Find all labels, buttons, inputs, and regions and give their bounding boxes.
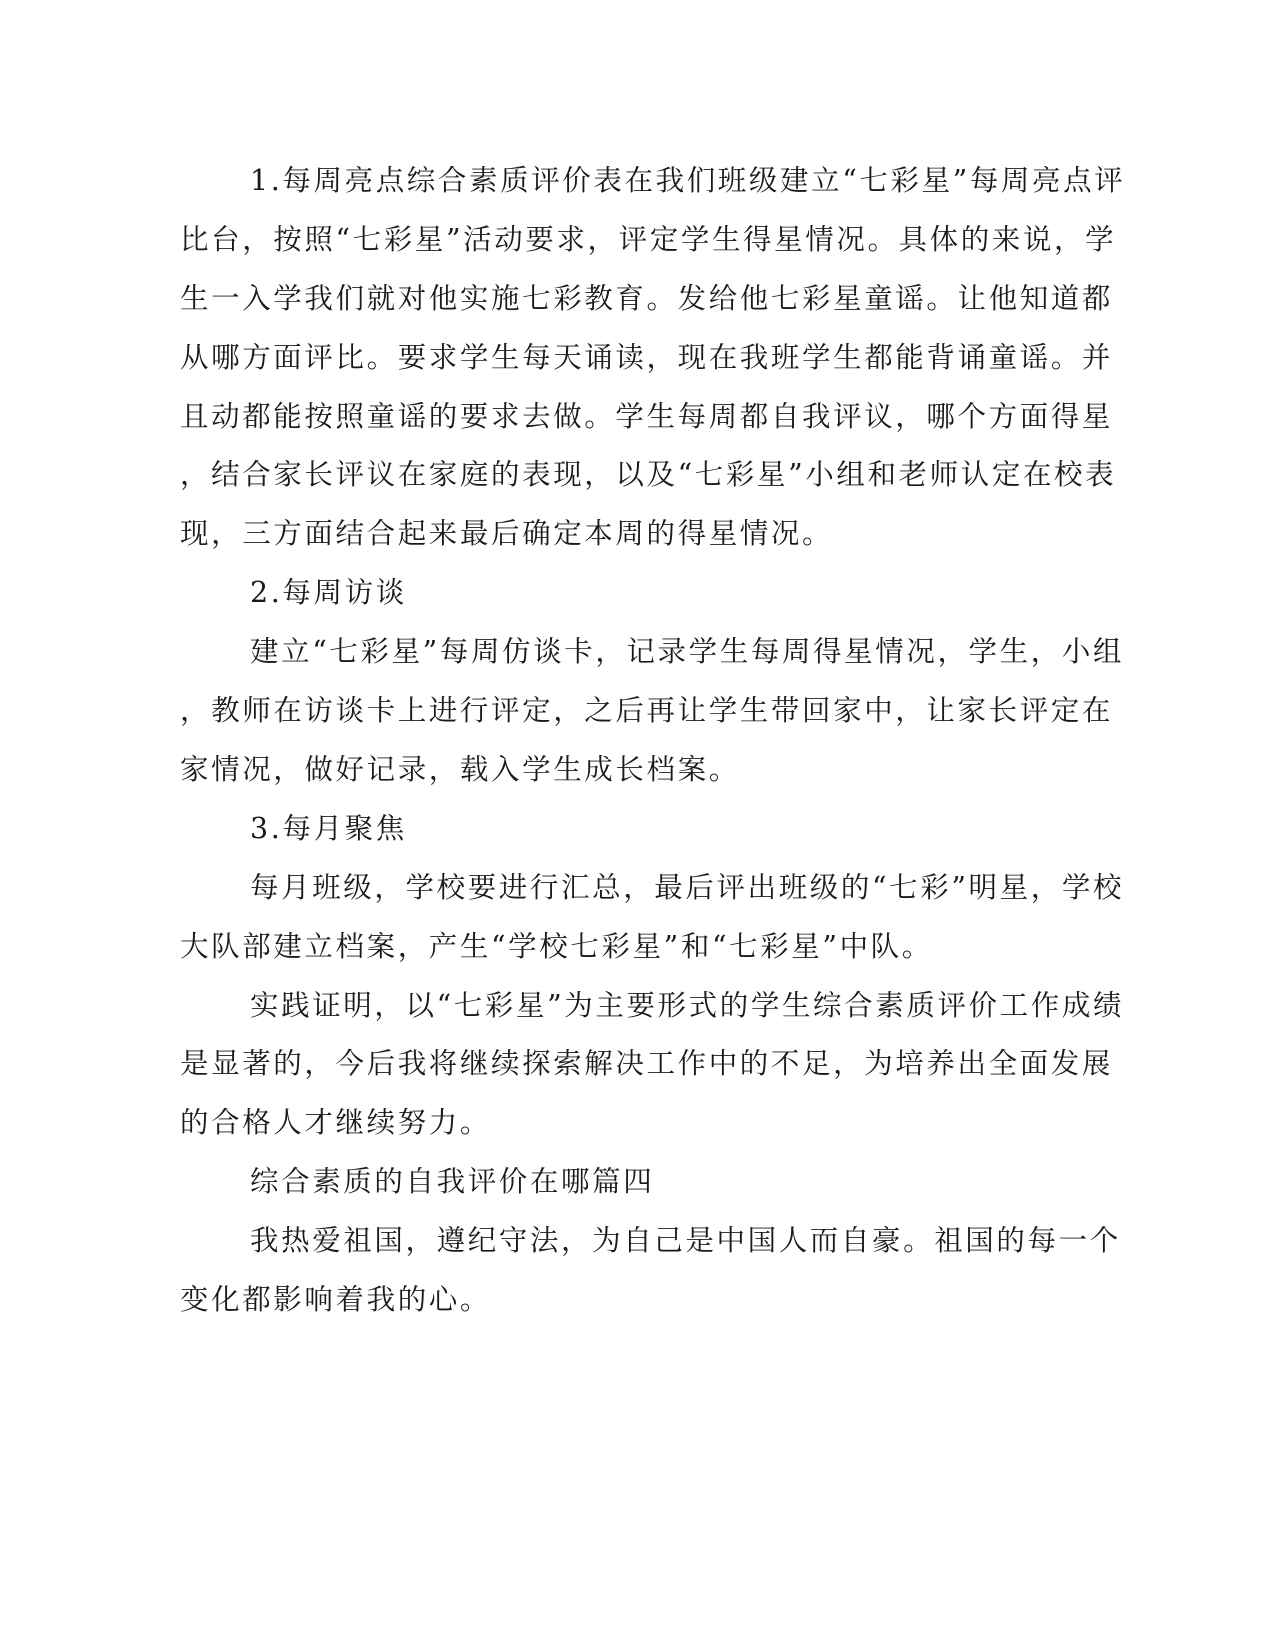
text-line: 是显著的，今后我将继续探索解决工作中的不足，为培养出全面发展 (180, 1047, 1114, 1080)
section-heading: 综合素质的自我评价在哪篇四 (250, 1165, 655, 1198)
text-line: 家情况，做好记录，载入学生成长档案。 (180, 753, 740, 786)
text-line: 的合格人才继续努力。 (180, 1106, 492, 1139)
text-line: 从哪方面评比。要求学生每天诵读，现在我班学生都能背诵童谣。并 (180, 341, 1114, 374)
text-line: 且动都能按照童谣的要求去做。学生每周都自我评议，哪个方面得星 (180, 400, 1114, 433)
section-heading: 2.每周访谈 (250, 576, 407, 609)
text-line: 我热爱祖国，遵纪守法，为自己是中国人而自豪。祖国的每一个 (250, 1224, 1121, 1257)
section-heading: 3.每月聚焦 (250, 812, 407, 845)
text-line: 建立“七彩星”每周仿谈卡，记录学生每周得星情况，学生，小组 (250, 635, 1125, 668)
text-line: ，教师在访谈卡上进行评定，之后再让学生带回家中，让家长评定在 (180, 694, 1114, 727)
text-line: 每月班级，学校要进行汇总，最后评出班级的“七彩”明星，学校 (250, 871, 1125, 904)
text-line: 实践证明，以“七彩星”为主要形式的学生综合素质评价工作成绩 (250, 989, 1125, 1022)
text-line: 现，三方面结合起来最后确定本周的得星情况。 (180, 517, 834, 550)
text-line: 大队部建立档案，产生“学校七彩星”和“七彩星”中队。 (180, 930, 933, 963)
text-line: 变化都影响着我的心。 (180, 1283, 492, 1316)
text-line: 比台，按照“七彩星”活动要求，评定学生得星情况。具体的来说，学 (180, 223, 1117, 256)
text-line: 1.每周亮点综合素质评价表在我们班级建立“七彩星”每周亮点评 (250, 164, 1126, 197)
text-line: 生一入学我们就对他实施七彩教育。发给他七彩星童谣。让他知道都 (180, 282, 1114, 315)
text-line: ，结合家长评议在家庭的表现，以及“七彩星”小组和老师认定在校表 (180, 458, 1117, 491)
